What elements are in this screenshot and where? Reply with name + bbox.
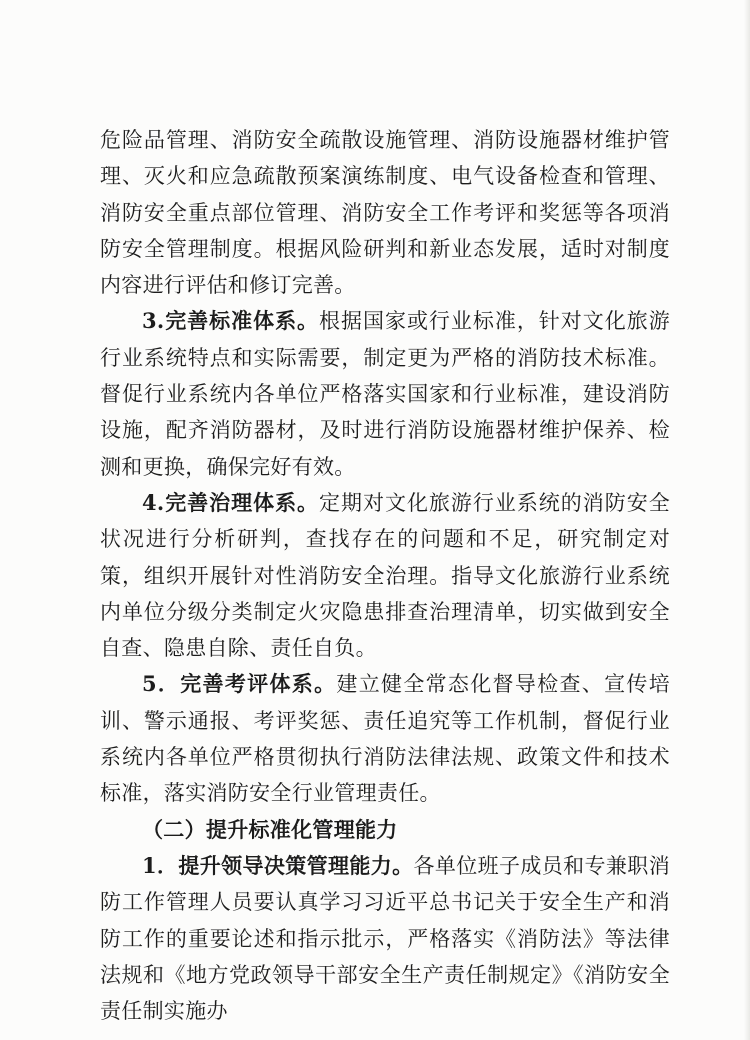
section-heading: （二）提升标准化管理能力 — [142, 816, 398, 842]
paragraph-evaluation-system — [100, 666, 670, 811]
scan-edge-shadow — [744, 0, 750, 1040]
paragraph-text: 根据国家或行业标准，针对文化旅游行业系统特点和实际需要，制定更为严格的消防技术标准。督促行业系统内各单位严格落实国家和行业标准，建设消防设施，配齐消防器材，及时进行消防设施器材维护保养、检测和更换，确保完好有效。 — [100, 309, 670, 479]
paragraph-text: 建立健全常态化督导检查、宣传培训、警示通报、考评奖惩、责任追究等工作机制，督促行业系统内各单位严格贯彻执行消防法律法规、政策文件和技术标准，落实消防安全行业管理责任。 — [100, 672, 671, 806]
document-body — [100, 122, 670, 1029]
paragraph-heading: 3.完善标准体系。 — [142, 308, 320, 334]
paragraph-heading: 5．完善考评体系。 — [142, 671, 337, 697]
paragraph-heading: 4.完善治理体系。 — [142, 489, 320, 515]
paragraph-governance-system — [100, 485, 670, 666]
paragraph-continued: 危险品管理、消防安全疏散设施管理、消防设施器材维护管理、灭火和应急疏散预案演练制度、电气设备检查和管理、消防安全重点部位管理、消防安全工作考评和奖惩等各项消防安全管理制度。根据风险研判和新业态发展，适时对制度内容进行评估和修订完善。 — [100, 128, 670, 298]
paragraph-text: 定期对文化旅游行业系统的消防安全状况进行分析研判，查找存在的问题和不足，研究制定对策，组织开展针对性消防安全治理。指导文化旅游行业系统内单位分级分类制定火灾隐患排查治理清单，切实做到安全自查、隐患自除、责任自负。 — [100, 490, 670, 661]
paragraph-text: 各单位班子成员和专兼职消防工作管理人员要认真学习习近平总书记关于安全生产和消防工作的重要论述和指示批示，严格落实《消防法》等法律法规和《地方党政领导干部安全生产责任制规定》《消防安全责任制实施办 — [100, 853, 670, 1024]
paragraph-heading: 1．提升领导决策管理能力。 — [142, 852, 414, 878]
paragraph-standard-system — [100, 303, 670, 484]
paragraph-leadership-capability — [100, 848, 670, 1029]
